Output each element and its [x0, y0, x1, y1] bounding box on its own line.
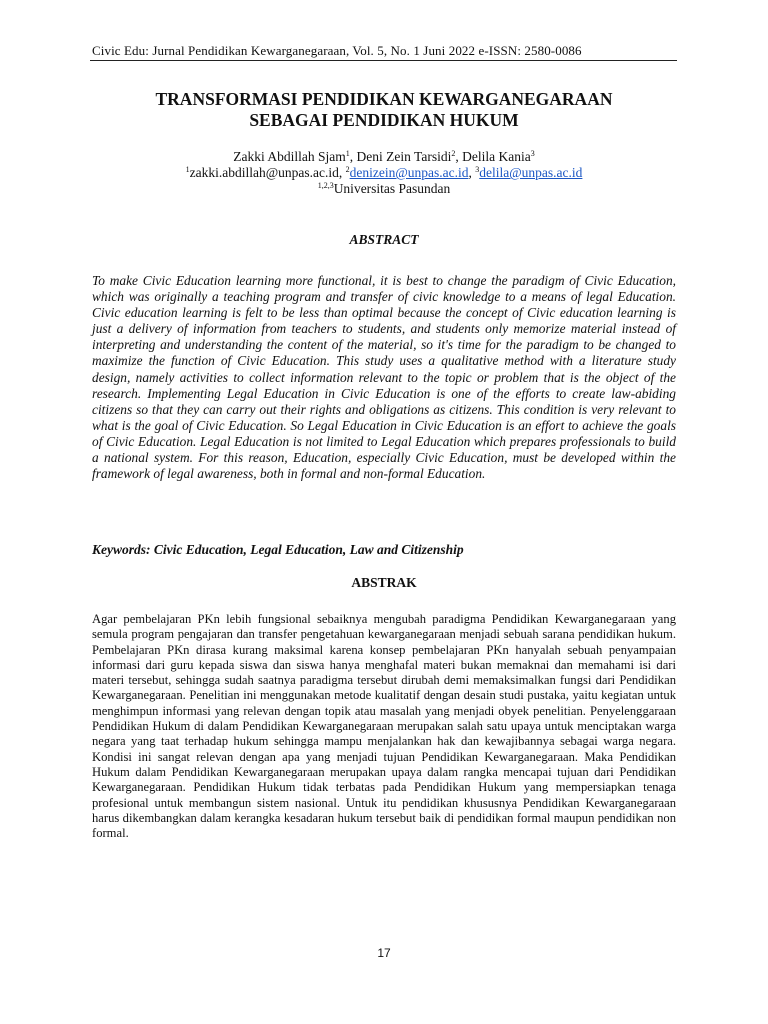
- abstract-heading: ABSTRACT: [349, 232, 419, 247]
- affiliation-sup: 1,2,3: [317, 181, 334, 190]
- author-name: Deni Zein Tarsidi: [356, 149, 452, 164]
- abstrak-body: Agar pembelajaran PKn lebih fungsional sebaiknya mengubah paradigma Pendidikan Kewarganegaraan yang semula program pengajaran dan transfer pengetahuan kewarganegaraan menjadi sebuah sarana pendidikan hukum. Pembelajaran PKn dirasa kurang maksimal karena konsep pembelajaran PKn hanyalah sebuah penyampaian informasi dari guru kepada siswa dan siswa hanya menghafal materi bukan memaknai dan memahami isi dari materi tersebut, sehingga sudah saatnya paradigma tersebut dirubah demi memaksimalkan fungsi dari Pendidikan Kewarganegaraan. Penelitian ini menggunakan metode kualitatif dengan desain studi pustaka, yaitu kegiatan untuk menghimpun informasi yang relevan dengan topik atau masalah yang menjadi obyek penelitian. Penyelenggaraan Pendidikan Hukum di dalam Pendidikan Kewarganegaraan merupakan salah satu upaya untuk menciptakan warga negara yang taat terhadap hukum sehingga mampu menjalankan hak dan kewajibannya sebagai warga negara. Kondisi ini sangat relevan dengan apa yang menjadi tujuan Pendidikan Kewarganegaraan. Maka Pendidikan Hukum dalam Pendidikan Kewarganegaraan merupakan upaya dalam rangka mencapai tujuan dari Pendidikan Kewarganegaraan. Pendidikan Hukum tidak terbatas pada Pendidikan Hukum yang mempersiapkan tenaga profesional untuk membangun sistem nasional. Untuk itu pendidikan khususnya Pendidikan Kewarganegaraan harus dikembangkan dalam kerangka kesadaran hukum tersebut baik di pendidikan formal maupun pendidikan non formal.: [92, 612, 676, 841]
- email-link[interactable]: denizein@unpas.ac.id: [349, 165, 469, 180]
- email-sup: 1: [185, 165, 190, 174]
- author-sup: 1: [345, 149, 350, 158]
- email-sup: 3: [475, 165, 480, 174]
- abstrak-heading: ABSTRAK: [351, 575, 417, 590]
- running-head: Civic Edu: Jurnal Pendidikan Kewarganegaraan, Vol. 5, No. 1 Juni 2022 e-ISSN: 2580-0086: [92, 43, 582, 58]
- abstract-body: To make Civic Education learning more functional, it is best to change the paradigm of Civic Education, which was originally a teaching program and transfer of civic knowledge to a means of legal Education. Civic education learning is felt to be less than optimal because the concept of Civic education learning is just a delivery of information from teachers to students, and students only memorize material instead of interpreting and understanding the content of the material, so it's time for the paradigm to be changed to maximize the function of Civic Education. This study uses a qualitative method with a literature study design, namely activities to collect information relevant to the topic or problem that is the object of the research. Implementing Legal Education in Civic Education is one of the efforts to create law-abiding citizens so that they can carry out their rights and obligations as citizens. This condition is very relevant to what is the goal of Civic Education. So Legal Education in Civic Education is an effort to achieve the goals of Civic Education. Legal Education is not limited to Legal Education which prepares professionals to build a national system. For this reason, Education, especially Civic Education, must be developed within the framework of legal awareness, both in formal and non-formal Education.: [92, 273, 676, 482]
- paper-title-line-2: SEBAGAI PENDIDIKAN HUKUM: [249, 110, 519, 130]
- affiliation: [92, 181, 676, 197]
- author-name: Delila Kania: [462, 149, 531, 164]
- author-sup: 3: [530, 149, 535, 158]
- author-names: Zakki Abdillah Sjam$^1$, Deni Zein Tarsidi$^2$, Delila Kania$^3$: [233, 149, 535, 164]
- keywords-line: Keywords: Civic Education, Legal Education, Law and Citizenship: [92, 542, 464, 557]
- email-sup: 2: [345, 165, 350, 174]
- paper-title: [92, 89, 676, 131]
- email-link[interactable]: delila@unpas.ac.id: [479, 165, 583, 180]
- header-rule: [90, 60, 677, 61]
- paper-title-line-1: TRANSFORMASI PENDIDIKAN KEWARGANEGARAAN: [155, 89, 613, 109]
- author-sup: 2: [451, 149, 456, 158]
- affiliation-name: Universitas Pasundan: [333, 181, 451, 196]
- author-block: [92, 149, 676, 197]
- page-number: 17: [377, 946, 391, 960]
- author-name: Zakki Abdillah Sjam: [233, 149, 346, 164]
- author-emails: $^1$zakki.abdillah@unpas.ac.id, $^2$denizein@unpas.ac.id, $^3$delila@unpas.ac.id: [185, 165, 583, 180]
- email-text: zakki.abdillah@unpas.ac.id: [189, 165, 339, 180]
